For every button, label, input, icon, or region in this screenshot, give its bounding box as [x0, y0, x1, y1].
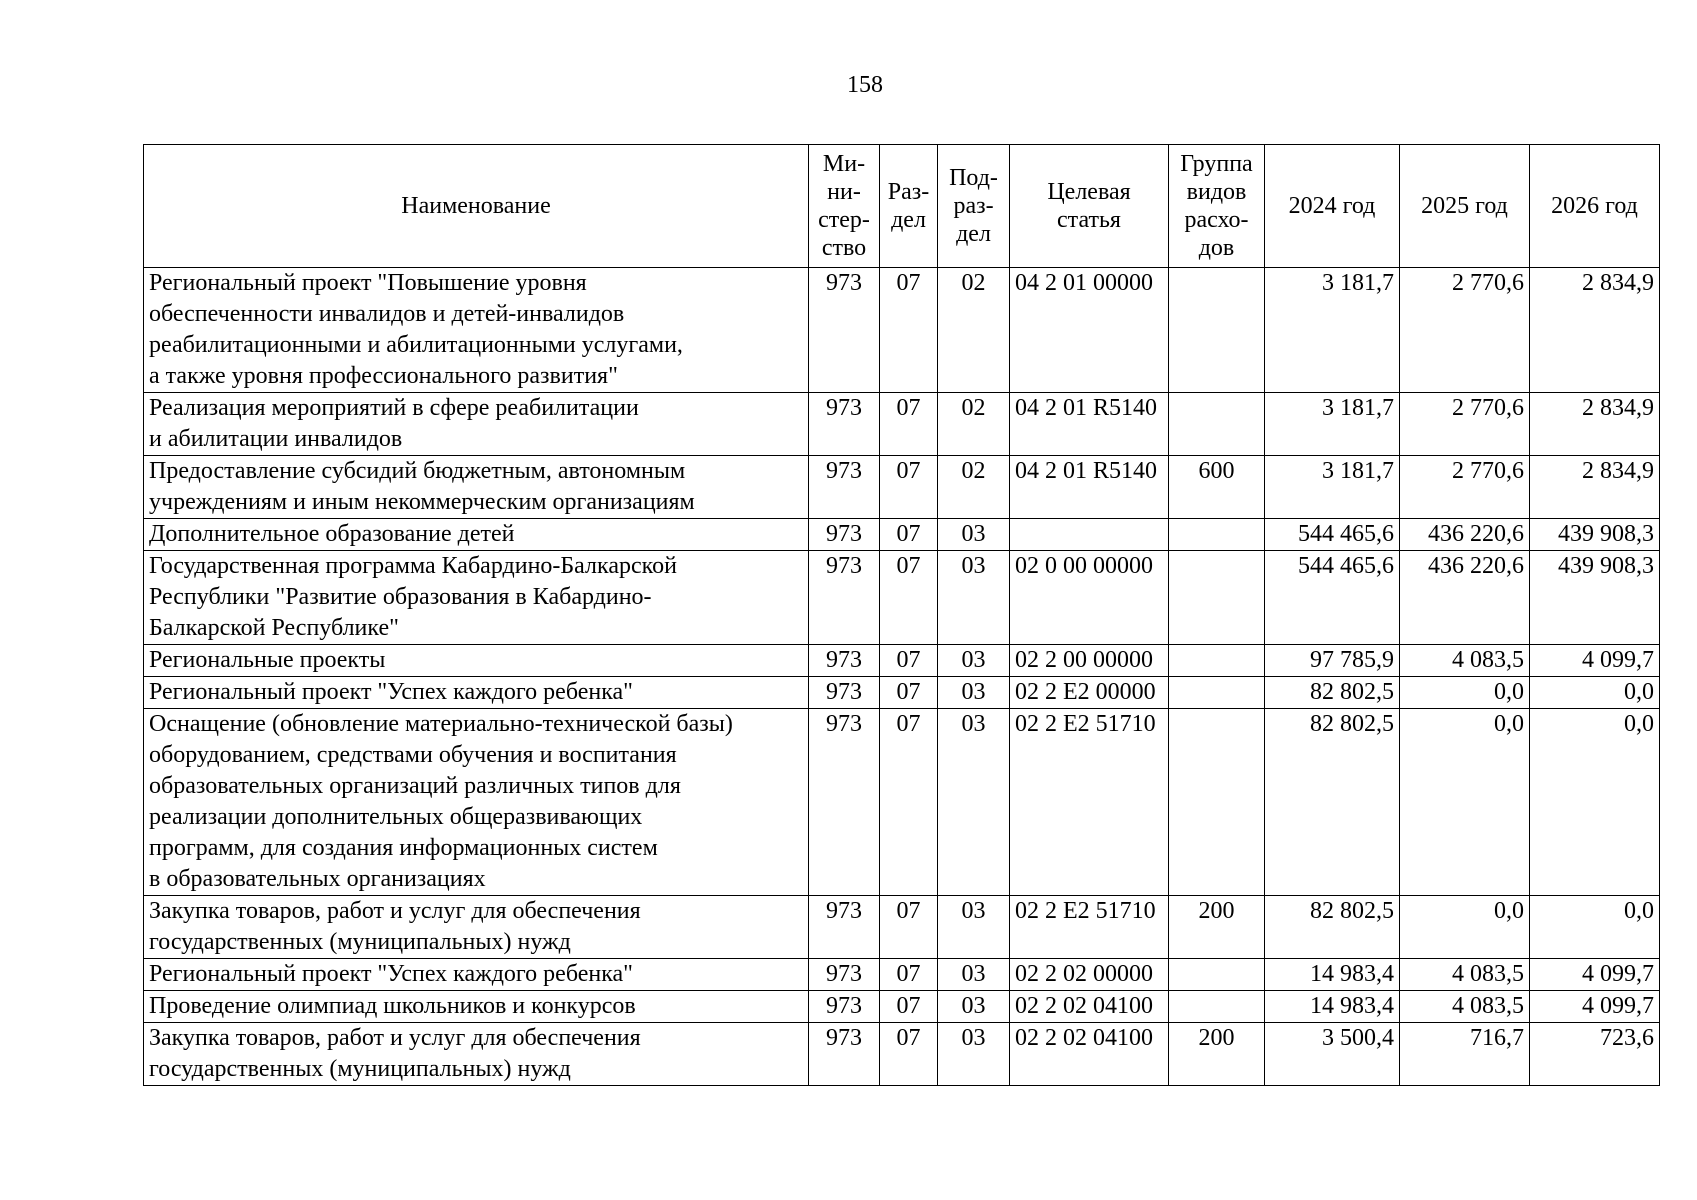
target-article-cell: 04 2 01 R5140 [1010, 456, 1169, 519]
name-line: а также уровня профессионального развития" [149, 363, 618, 389]
expense-group-cell [1169, 551, 1265, 645]
ministry-cell: 973 [809, 519, 880, 551]
name-line: реализации дополнительных общеразвивающих [149, 804, 643, 830]
name-line: Закупка товаров, работ и услуг для обеспечения [149, 1025, 641, 1051]
table-body [144, 268, 1660, 1086]
expense-group-cell [1169, 959, 1265, 991]
expense-group-cell: 200 [1169, 896, 1265, 959]
name-line: Проведение олимпиад школьников и конкурсов [149, 993, 636, 1019]
target-article-cell: 02 2 E2 51710 [1010, 896, 1169, 959]
amount-2026-cell: 2 834,9 [1530, 456, 1660, 519]
target-article-cell: 02 2 02 04100 [1010, 991, 1169, 1023]
subsection-cell: 02 [938, 268, 1010, 393]
name-line: Закупка товаров, работ и услуг для обеспечения [149, 898, 641, 924]
name-cell [144, 519, 809, 551]
section-cell: 07 [880, 393, 938, 456]
table-row [144, 456, 1660, 519]
amount-2026-cell: 4 099,7 [1530, 991, 1660, 1023]
amount-2025-cell: 436 220,6 [1400, 519, 1530, 551]
amount-2025-cell: 4 083,5 [1400, 991, 1530, 1023]
amount-2026-cell: 723,6 [1530, 1023, 1660, 1086]
amount-2026-cell: 2 834,9 [1530, 268, 1660, 393]
amount-2026-cell: 439 908,3 [1530, 551, 1660, 645]
name-line: обеспеченности инвалидов и детей-инвалидов [149, 301, 625, 327]
amount-2025-cell: 0,0 [1400, 709, 1530, 896]
subsection-cell: 03 [938, 677, 1010, 709]
amount-2024-cell: 82 802,5 [1265, 896, 1400, 959]
table-row [144, 551, 1660, 645]
table-row [144, 959, 1660, 991]
name-line: Реализация мероприятий в сфере реабилитации [149, 395, 639, 421]
subsection-cell: 03 [938, 551, 1010, 645]
ministry-cell: 973 [809, 1023, 880, 1086]
table-header-row [144, 145, 1660, 268]
ministry-cell: 973 [809, 645, 880, 677]
target-article-cell: 02 2 00 00000 [1010, 645, 1169, 677]
table-row [144, 677, 1660, 709]
amount-2024-cell: 3 181,7 [1265, 456, 1400, 519]
header-ministry: Ми- ни- стер- ство [809, 145, 880, 268]
section-cell: 07 [880, 991, 938, 1023]
ministry-cell: 973 [809, 709, 880, 896]
name-line: государственных (муниципальных) нужд [149, 929, 571, 955]
amount-2025-cell: 4 083,5 [1400, 959, 1530, 991]
name-cell [144, 896, 809, 959]
table-row [144, 393, 1660, 456]
subsection-cell: 03 [938, 645, 1010, 677]
name-line: учреждениям и иным некоммерческим организациям [149, 489, 695, 515]
amount-2024-cell: 544 465,6 [1265, 551, 1400, 645]
name-cell [144, 393, 809, 456]
name-line: оборудованием, средствами обучения и воспитания [149, 742, 677, 768]
name-line: Дополнительное образование детей [149, 521, 515, 547]
target-article-cell: 04 2 01 R5140 [1010, 393, 1169, 456]
expense-group-cell [1169, 268, 1265, 393]
amount-2024-cell: 14 983,4 [1265, 991, 1400, 1023]
amount-2026-cell: 4 099,7 [1530, 959, 1660, 991]
name-line: Региональный проект "Успех каждого ребенка" [149, 961, 633, 987]
target-article-cell: 02 2 02 00000 [1010, 959, 1169, 991]
subsection-cell: 03 [938, 896, 1010, 959]
target-article-cell: 02 2 02 04100 [1010, 1023, 1169, 1086]
amount-2024-cell: 3 181,7 [1265, 393, 1400, 456]
amount-2024-cell: 82 802,5 [1265, 709, 1400, 896]
target-article-cell [1010, 519, 1169, 551]
expense-group-cell [1169, 645, 1265, 677]
subsection-cell: 02 [938, 456, 1010, 519]
target-article-cell: 04 2 01 00000 [1010, 268, 1169, 393]
amount-2024-cell: 3 181,7 [1265, 268, 1400, 393]
amount-2024-cell: 97 785,9 [1265, 645, 1400, 677]
expense-group-cell [1169, 519, 1265, 551]
name-line: Региональный проект "Повышение уровня [149, 270, 587, 296]
table-row [144, 645, 1660, 677]
section-cell: 07 [880, 519, 938, 551]
ministry-cell: 973 [809, 551, 880, 645]
expense-group-cell [1169, 393, 1265, 456]
name-line: программ, для создания информационных систем [149, 835, 658, 861]
name-line: Предоставление субсидий бюджетным, автономным [149, 458, 686, 484]
amount-2026-cell: 0,0 [1530, 709, 1660, 896]
name-line: реабилитационными и абилитационными услугами, [149, 332, 683, 358]
name-line: Балкарской Республике" [149, 615, 399, 641]
header-section: Раз- дел [880, 145, 938, 268]
expense-group-cell [1169, 991, 1265, 1023]
subsection-cell: 03 [938, 959, 1010, 991]
name-cell [144, 677, 809, 709]
name-cell [144, 959, 809, 991]
amount-2025-cell: 436 220,6 [1400, 551, 1530, 645]
amount-2025-cell: 0,0 [1400, 896, 1530, 959]
name-line: в образовательных организациях [149, 866, 486, 892]
name-line: и абилитации инвалидов [149, 426, 403, 452]
ministry-cell: 973 [809, 456, 880, 519]
expense-group-cell: 600 [1169, 456, 1265, 519]
target-article-cell: 02 0 00 00000 [1010, 551, 1169, 645]
amount-2024-cell: 82 802,5 [1265, 677, 1400, 709]
amount-2026-cell: 4 099,7 [1530, 645, 1660, 677]
section-cell: 07 [880, 551, 938, 645]
target-article-cell: 02 2 E2 51710 [1010, 709, 1169, 896]
name-cell [144, 1023, 809, 1086]
name-cell [144, 456, 809, 519]
name-line: Республики "Развитие образования в Кабардино- [149, 584, 652, 610]
name-line: Оснащение (обновление материально-технической базы) [149, 711, 733, 737]
ministry-cell: 973 [809, 959, 880, 991]
header-name: Наименование [144, 145, 809, 268]
name-line: образовательных организаций различных типов для [149, 773, 681, 799]
header-year-2024: 2024 год [1265, 145, 1400, 268]
target-article-cell: 02 2 E2 00000 [1010, 677, 1169, 709]
section-cell: 07 [880, 456, 938, 519]
table-row [144, 896, 1660, 959]
header-subsection: Под- раз- дел [938, 145, 1010, 268]
amount-2025-cell: 0,0 [1400, 677, 1530, 709]
section-cell: 07 [880, 1023, 938, 1086]
table-row [144, 991, 1660, 1023]
amount-2025-cell: 716,7 [1400, 1023, 1530, 1086]
expense-group-cell: 200 [1169, 1023, 1265, 1086]
amount-2024-cell: 544 465,6 [1265, 519, 1400, 551]
amount-2025-cell: 2 770,6 [1400, 456, 1530, 519]
name-line: государственных (муниципальных) нужд [149, 1056, 571, 1082]
amount-2024-cell: 3 500,4 [1265, 1023, 1400, 1086]
name-cell [144, 709, 809, 896]
header-target-article: Целевая статья [1010, 145, 1169, 268]
amount-2026-cell: 2 834,9 [1530, 393, 1660, 456]
section-cell: 07 [880, 645, 938, 677]
table-row [144, 268, 1660, 393]
header-year-2026: 2026 год [1530, 145, 1660, 268]
ministry-cell: 973 [809, 896, 880, 959]
table-row [144, 709, 1660, 896]
name-cell [144, 551, 809, 645]
amount-2026-cell: 0,0 [1530, 677, 1660, 709]
name-cell [144, 268, 809, 393]
expense-group-cell [1169, 709, 1265, 896]
name-cell [144, 991, 809, 1023]
ministry-cell: 973 [809, 991, 880, 1023]
amount-2026-cell: 0,0 [1530, 896, 1660, 959]
name-line: Региональный проект "Успех каждого ребенка" [149, 679, 633, 705]
subsection-cell: 03 [938, 709, 1010, 896]
amount-2025-cell: 2 770,6 [1400, 393, 1530, 456]
name-cell [144, 645, 809, 677]
ministry-cell: 973 [809, 393, 880, 456]
section-cell: 07 [880, 268, 938, 393]
subsection-cell: 03 [938, 1023, 1010, 1086]
section-cell: 07 [880, 896, 938, 959]
amount-2025-cell: 4 083,5 [1400, 645, 1530, 677]
section-cell: 07 [880, 677, 938, 709]
budget-table [143, 144, 1660, 1086]
ministry-cell: 973 [809, 677, 880, 709]
name-line: Государственная программа Кабардино-Балкарской [149, 553, 677, 579]
amount-2026-cell: 439 908,3 [1530, 519, 1660, 551]
expense-group-cell [1169, 677, 1265, 709]
table-row [144, 519, 1660, 551]
subsection-cell: 02 [938, 393, 1010, 456]
amount-2025-cell: 2 770,6 [1400, 268, 1530, 393]
header-year-2025: 2025 год [1400, 145, 1530, 268]
page-number: 158 [847, 72, 883, 98]
section-cell: 07 [880, 709, 938, 896]
header-expense-group: Группа видов расхо- дов [1169, 145, 1265, 268]
section-cell: 07 [880, 959, 938, 991]
ministry-cell: 973 [809, 268, 880, 393]
amount-2024-cell: 14 983,4 [1265, 959, 1400, 991]
subsection-cell: 03 [938, 519, 1010, 551]
name-line: Региональные проекты [149, 647, 386, 673]
table-row [144, 1023, 1660, 1086]
subsection-cell: 03 [938, 991, 1010, 1023]
